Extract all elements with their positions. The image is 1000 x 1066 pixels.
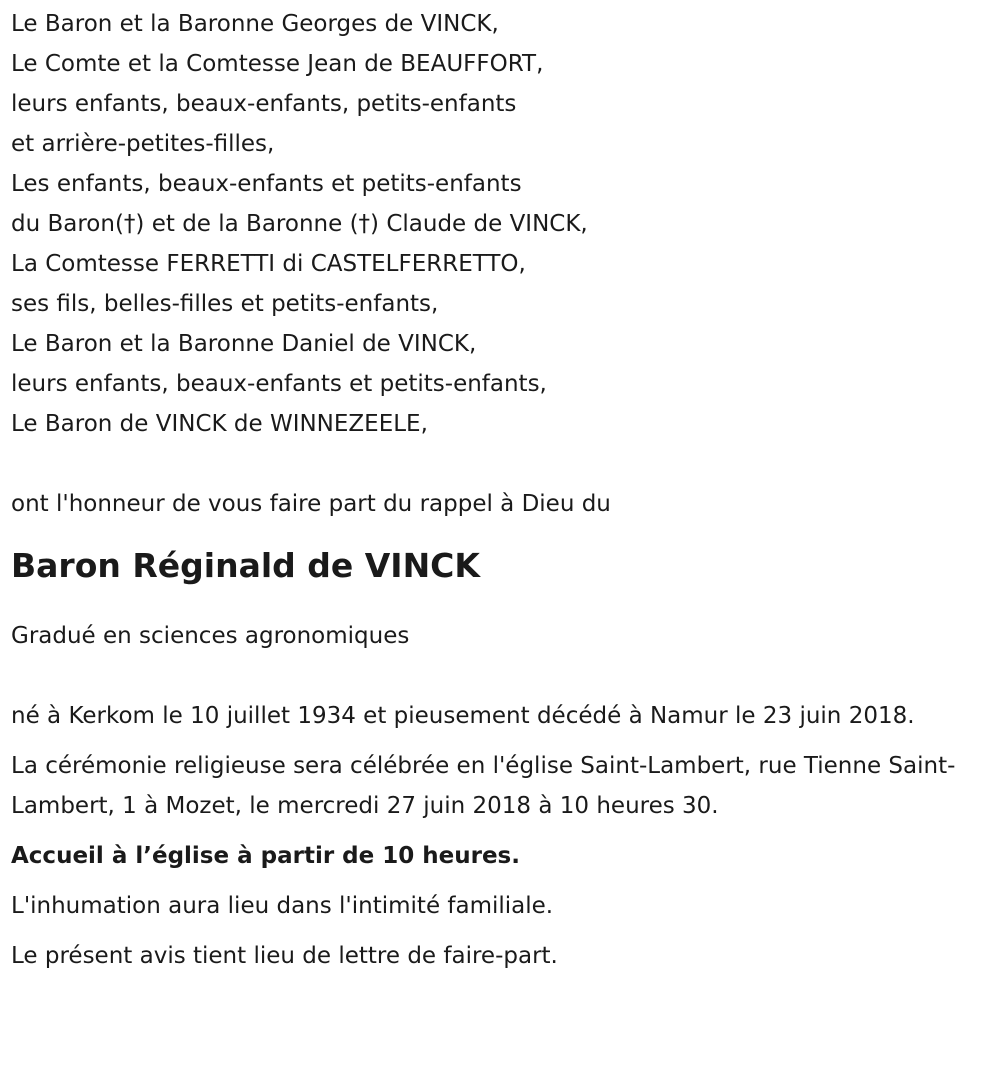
family-line: La Comtesse FERRETTI di CASTELFERRETTO, bbox=[11, 251, 526, 277]
family-line: Le Baron de VINCK de WINNEZEELE, bbox=[11, 411, 428, 437]
family-line: leurs enfants, beaux-enfants et petits-enfants, bbox=[11, 371, 547, 397]
family-list bbox=[11, 4, 991, 444]
family-line: Les enfants, beaux-enfants et petits-enfants bbox=[11, 171, 522, 197]
family-line: Le Baron et la Baronne Daniel de VINCK, bbox=[11, 331, 477, 357]
family-line: leurs enfants, beaux-enfants, petits-enfants bbox=[11, 91, 517, 117]
birth-death-text: né à Kerkom le 10 juillet 1934 et pieusement décédé à Namur le 23 juin 2018. bbox=[11, 703, 915, 729]
notice-text: Le présent avis tient lieu de lettre de faire-part. bbox=[11, 943, 558, 969]
reception-text: Accueil à l’église à partir de 10 heures. bbox=[11, 843, 520, 869]
deceased-name: Baron Réginald de VINCK bbox=[11, 546, 480, 585]
obituary-notice bbox=[11, 4, 991, 976]
family-line: et arrière-petites-filles, bbox=[11, 131, 275, 157]
burial-text: L'inhumation aura lieu dans l'intimité familiale. bbox=[11, 893, 554, 919]
family-line: du Baron(†) et de la Baronne (†) Claude de VINCK, bbox=[11, 211, 588, 237]
family-line: Le Comte et la Comtesse Jean de BEAUFFORT, bbox=[11, 51, 544, 77]
deceased-title: Gradué en sciences agronomiques bbox=[11, 623, 410, 649]
announcement-text: ont l'honneur de vous faire part du rappel à Dieu du bbox=[11, 491, 611, 517]
ceremony-text: La cérémonie religieuse sera célébrée en l'église Saint-Lambert, rue Tienne Saint-Lambert, 1 à Mozet, le mercredi 27 juin 2018 à 10 heures 30. bbox=[11, 753, 956, 819]
family-line: Le Baron et la Baronne Georges de VINCK, bbox=[11, 11, 499, 37]
family-line: ses fils, belles-filles et petits-enfants, bbox=[11, 291, 439, 317]
